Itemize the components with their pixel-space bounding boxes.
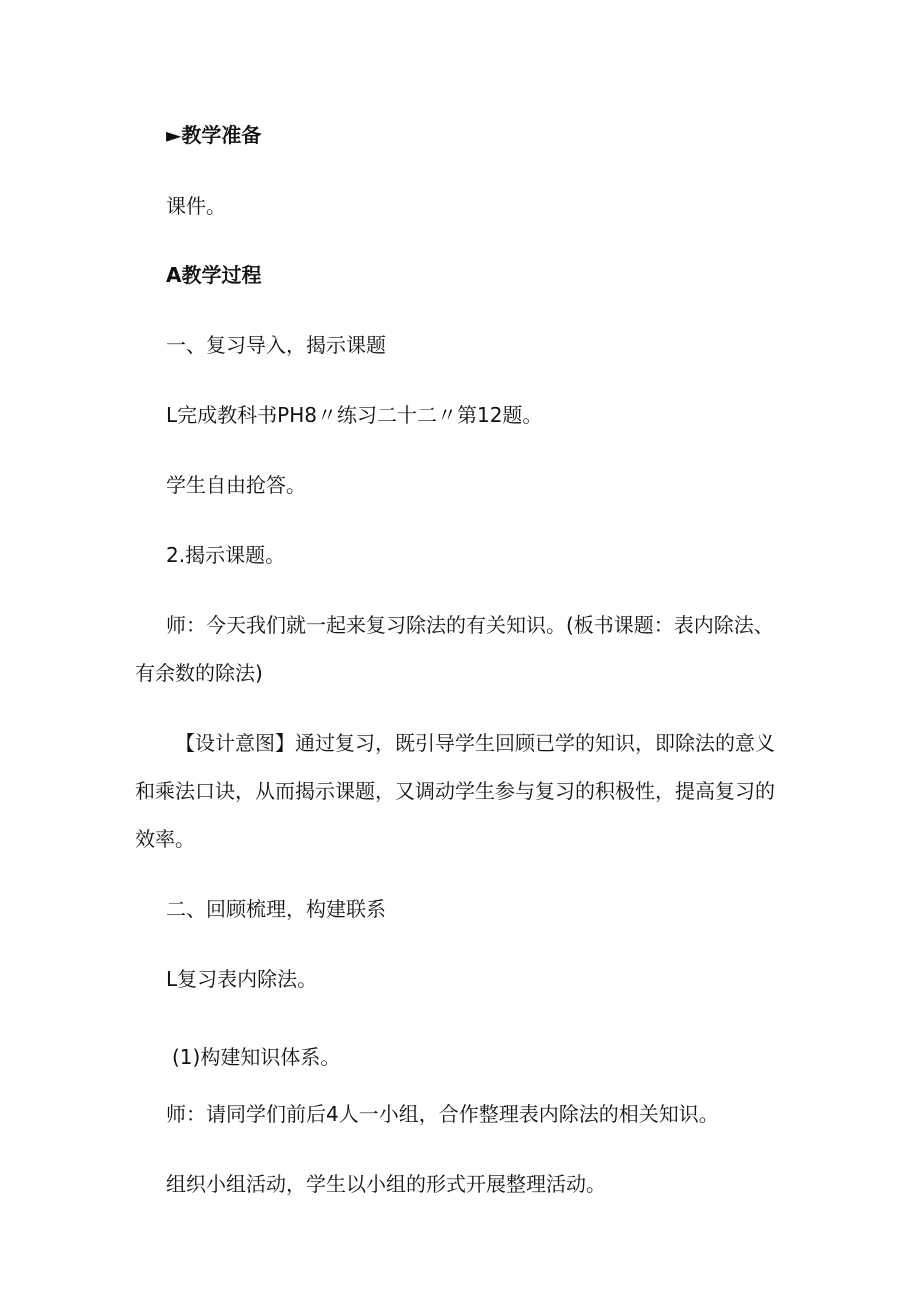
teaching-preparation-text: 课件。 [166, 194, 226, 218]
item-1-text: L完成教科书PH8〃练习二十二〃第12题。 [166, 403, 543, 427]
sub-item-1-1-text: (1)构建知识体系。 [172, 1045, 341, 1069]
group-activity-text: 组织小组活动，学生以小组的形式开展整理活动。 [166, 1172, 606, 1196]
item-2-text: 2.揭示课题。 [166, 543, 286, 567]
teacher-dialogue-1-line-2: 有余数的除法) [135, 661, 263, 685]
teaching-preparation-heading: ►教学准备 [166, 123, 262, 147]
teacher-dialogue-1-line-1: 师：今天我们就一起来复习除法的有关知识。(板书课题：表内除法、 [166, 613, 774, 637]
section-2-title: 二、回顾梳理，构建联系 [166, 897, 386, 921]
design-intent-line-2: 和乘法口诀，从而揭示课题，又调动学生参与复习的积极性，提高复习的 [135, 779, 775, 803]
item-1-answer: 学生自由抢答。 [166, 473, 306, 497]
section-1-title: 一、复习导入，揭示课题 [166, 333, 386, 357]
teacher-dialogue-2: 师：请同学们前后4人一小组，合作整理表内除法的相关知识。 [166, 1102, 719, 1126]
sub-item-1-text: L复习表内除法。 [166, 967, 318, 991]
design-intent-line-1: 【设计意图】通过复习，既引导学生回顾已学的知识，即除法的意义 [175, 731, 775, 755]
teaching-process-heading: A教学过程 [166, 263, 262, 287]
design-intent-line-3: 效率。 [135, 827, 195, 851]
